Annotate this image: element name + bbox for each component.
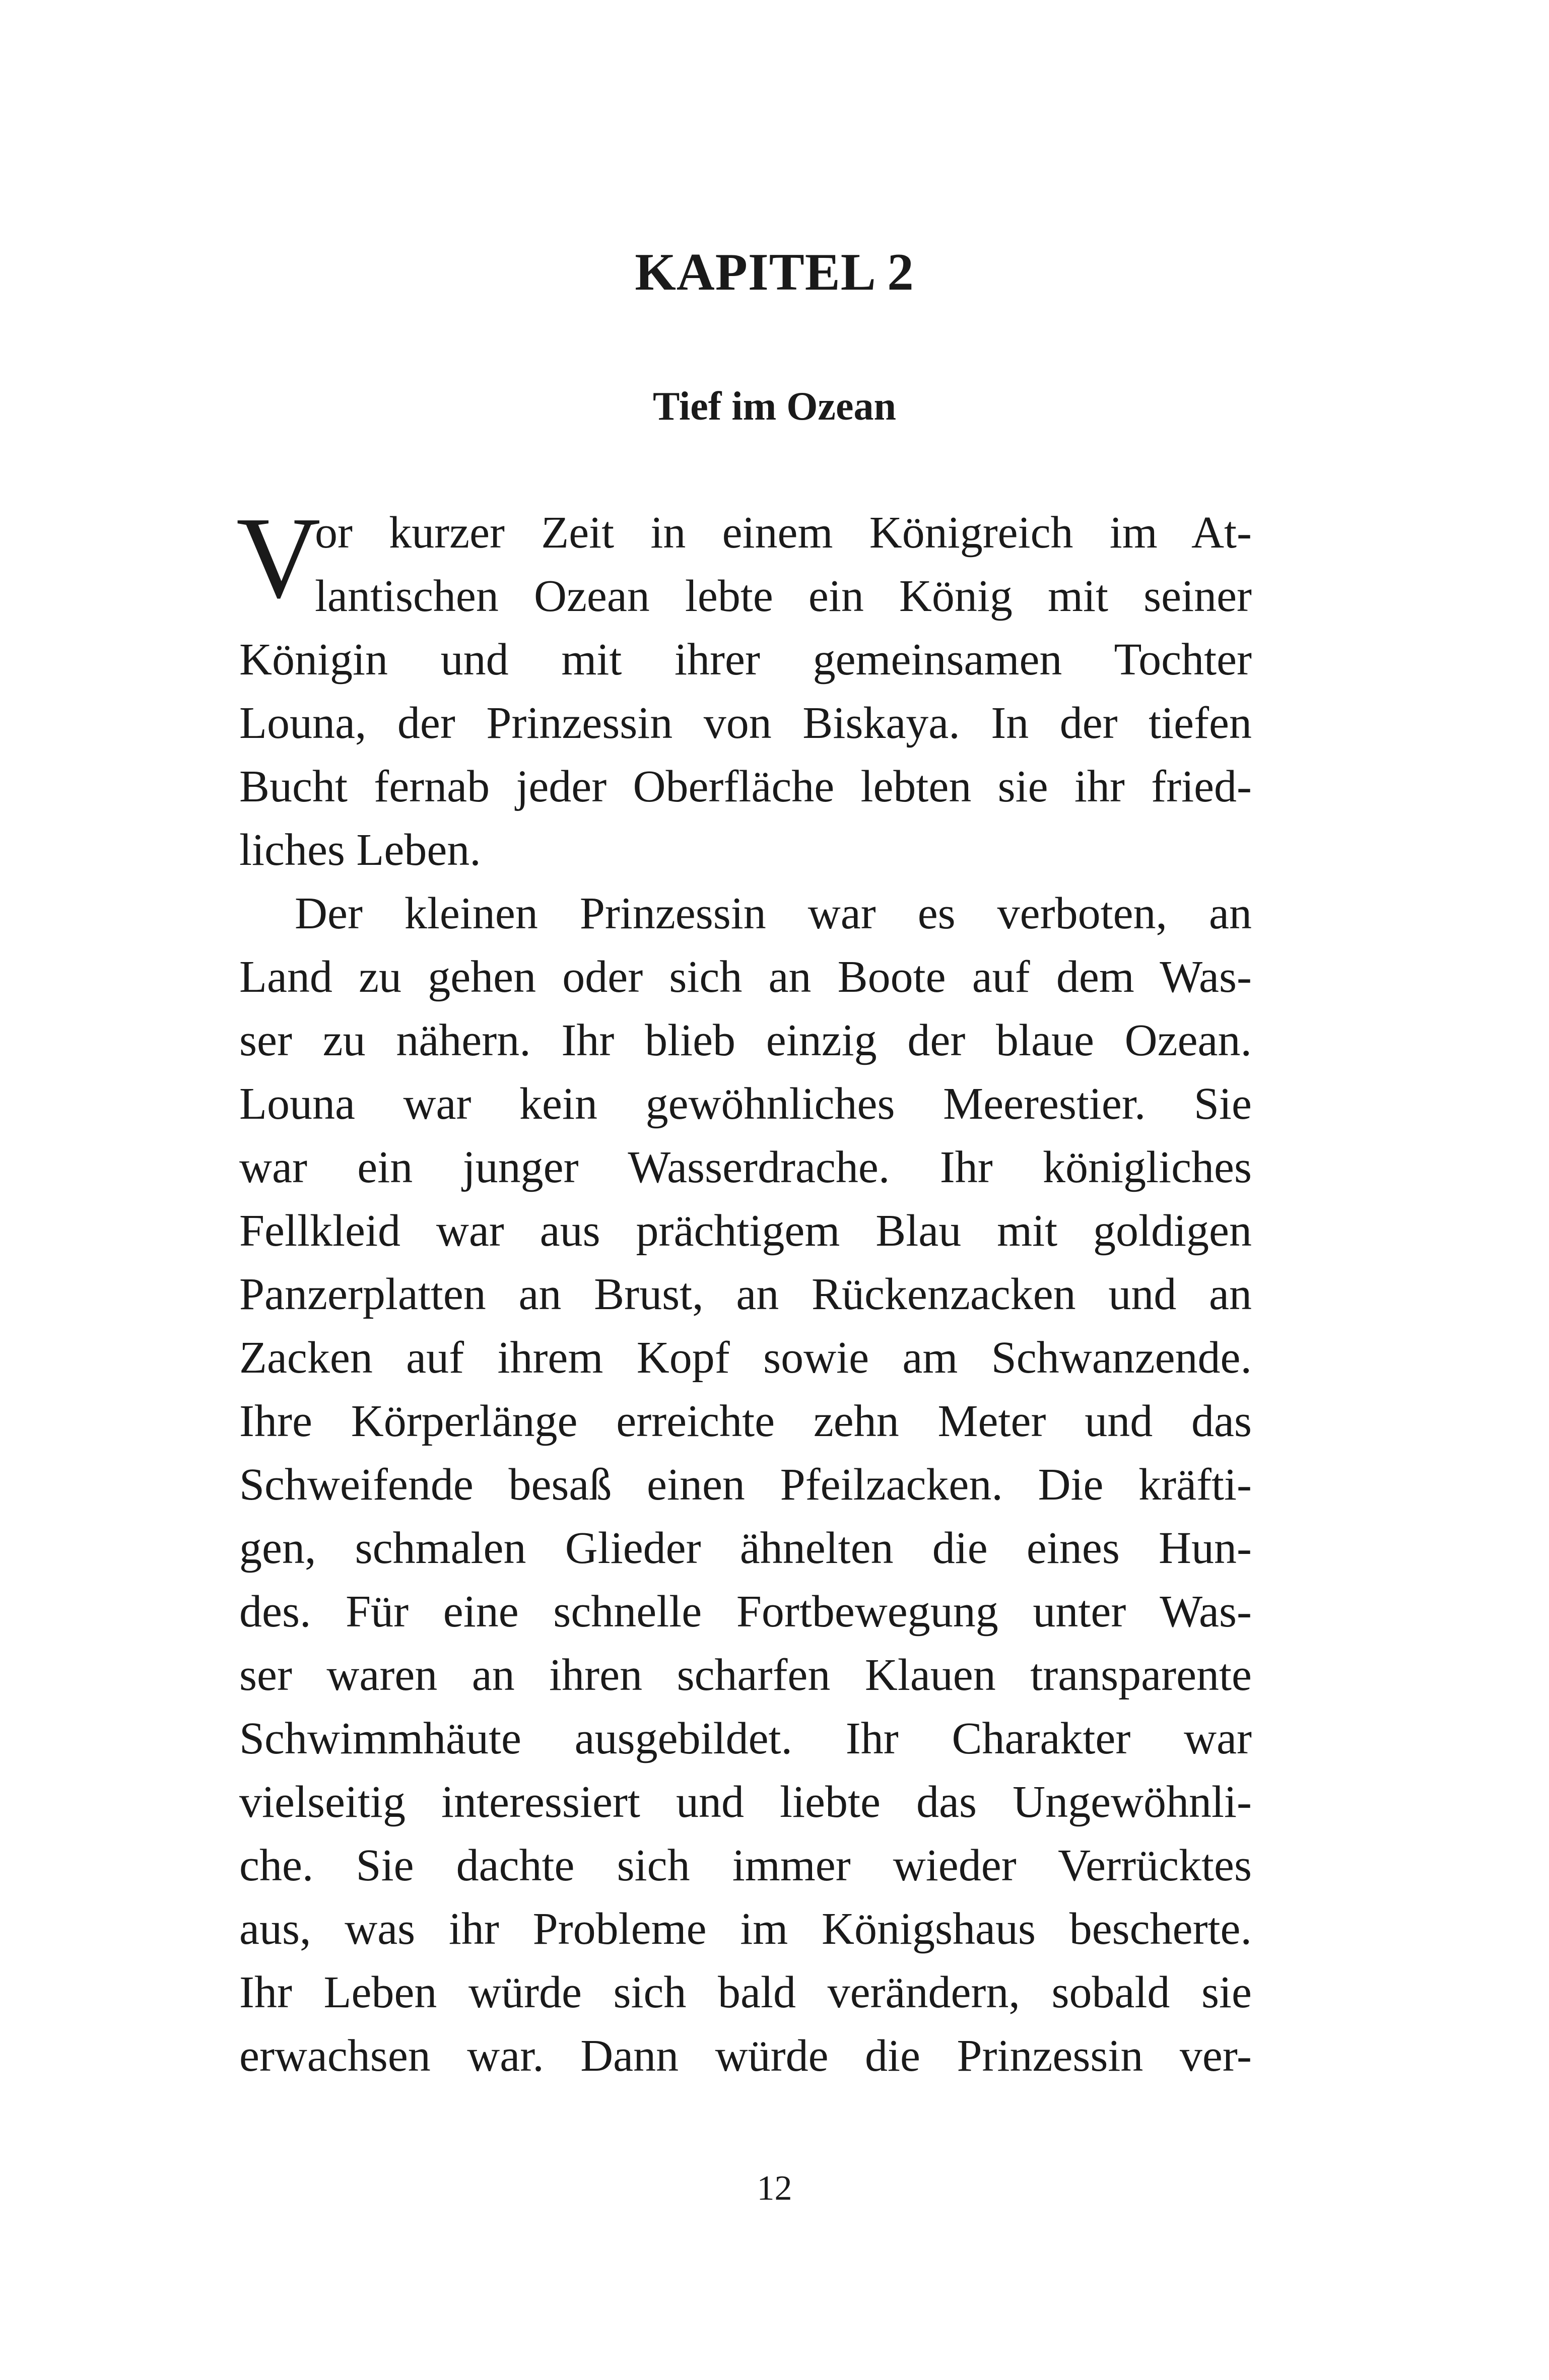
text-line: or kurzer Zeit in einem Königreich im At- [315,508,1252,558]
paragraph-2 [239,882,1252,2088]
text-line: lantischen Ozean lebte ein König mit seiner [315,571,1252,621]
text-line: aus, was ihr Probleme im Königshaus bescherte. [239,1904,1252,1954]
chapter-heading: KAPITEL 2 [635,242,914,301]
text-line: erwachsen war. Dann würde die Prinzessin ver- [239,2031,1252,2081]
text-line: Louna, der Prinzessin von Biskaya. In der tiefen [239,698,1252,748]
page-number: 12 [757,2169,792,2208]
text-line: Ihre Körperlänge erreichte zehn Meter und das [239,1396,1252,1446]
text-line: des. Für eine schnelle Fortbewegung unter Was- [239,1587,1252,1637]
text-line: Ihr Leben würde sich bald verändern, sobald sie [239,1967,1252,2017]
text-line: Land zu gehen oder sich an Boote auf dem Was- [239,952,1252,1002]
text-line: Schwimmhäute ausgebildet. Ihr Charakter war [239,1714,1252,1763]
text-line: che. Sie dachte sich immer wieder Verrücktes [239,1841,1252,1890]
text-line: Königin und mit ihrer gemeinsamen Tochter [239,635,1252,685]
text-line: liches Leben. [239,825,481,875]
text-line: war ein junger Wasserdrache. Ihr königliches [239,1142,1252,1192]
text-line: Panzerplatten an Brust, an Rückenzacken und an [239,1269,1252,1319]
body-text [236,493,1252,2088]
text-line: Zacken auf ihrem Kopf sowie am Schwanzende. [239,1333,1252,1383]
paragraph-1 [236,493,1252,882]
chapter-subtitle: Tief im Ozean [653,384,896,429]
text-line: vielseitig interessiert und liebte das Ungewöhnli- [239,1777,1252,1827]
text-line: Louna war kein gewöhnliches Meerestier. Sie [239,1079,1252,1129]
text-line: ser waren an ihren scharfen Klauen transparente [239,1650,1252,1700]
text-line: gen, schmalen Glieder ähnelten die eines Hun- [239,1523,1252,1573]
text-line: Bucht fernab jeder Oberfläche lebten sie ihr fried- [239,762,1252,811]
drop-cap: V [236,493,321,623]
text-line: Der kleinen Prinzessin war es verboten, an [295,889,1252,938]
text-line: Fellkleid war aus prächtigem Blau mit goldigen [239,1206,1252,1256]
text-line: ser zu nähern. Ihr blieb einzig der blaue Ozean. [239,1015,1252,1065]
text-line: Schweifende besaß einen Pfeilzacken. Die kräfti- [239,1460,1252,1510]
